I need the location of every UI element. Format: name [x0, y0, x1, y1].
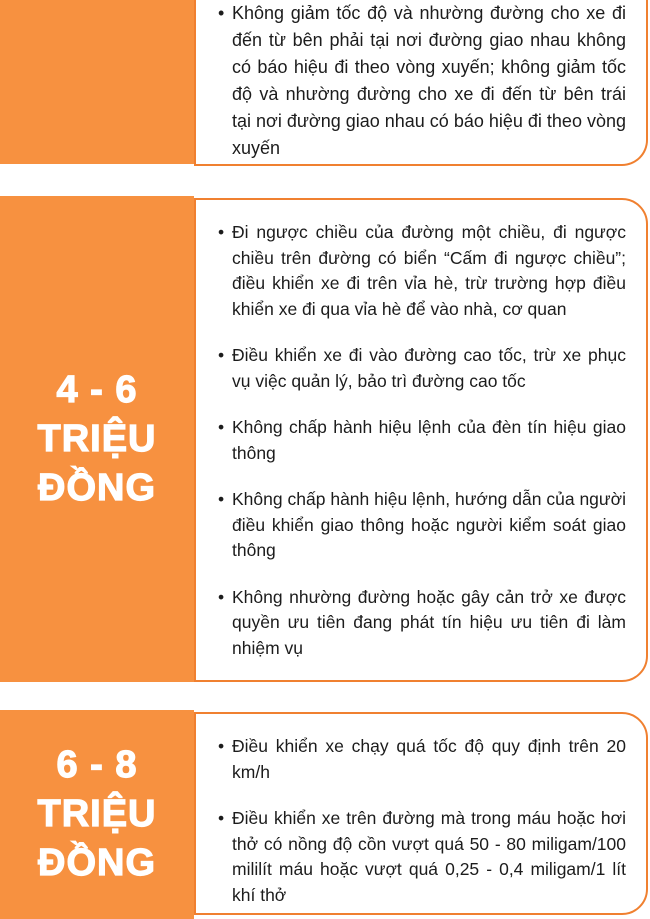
violation-item: • Không giảm tốc độ và nhường đường cho xe đi đến từ bên phải tại nơi đường giao nhau không có báo hiệu đi theo vòng xuyến; không giảm tốc độ và nhường đường cho xe đi đến từ bên trái tại nơi đường giao nhau có báo hiệu đi theo vòng xuyến: [232, 0, 626, 162]
fine-amount-line: ĐỒNG: [38, 842, 156, 884]
fine-amount-column-4-6: [0, 196, 194, 682]
fine-amount-line: ĐỒNG: [38, 466, 156, 509]
violation-item: • Không chấp hành hiệu lệnh của đèn tín hiệu giao thông: [232, 415, 626, 466]
violation-item: • Không chấp hành hiệu lệnh, hướng dẫn của người điều khiển giao thông hoặc người kiểm soát giao thông: [232, 487, 626, 564]
fine-amount-line: TRIỆU: [37, 793, 157, 835]
fine-amount-line: 6 - 8: [56, 744, 138, 786]
violations-box-partial: [194, 0, 648, 166]
violations-box-4-6: [194, 198, 648, 682]
violation-item: • Không nhường đường hoặc gây cản trở xe được quyền ưu tiên đang phát tín hiệu ưu tiên đi làm nhiệm vụ: [232, 585, 626, 662]
fine-amount-column-6-8: [0, 710, 194, 919]
violations-box-6-8: [194, 712, 648, 915]
violations-list: [196, 200, 646, 661]
fine-amount-line: TRIỆU: [37, 417, 157, 460]
fine-amount-column-partial: [0, 0, 194, 164]
violations-list: [196, 714, 646, 908]
violation-item: • Đi ngược chiều của đường một chiều, đi ngược chiều trên đường có biển “Cấm đi ngược chiều”; điều khiển xe đi trên vỉa hè, trừ trường hợp điều khiển xe đi qua vỉa hè để vào nhà, cơ quan: [232, 220, 626, 322]
fine-amount-line: 4 - 6: [56, 368, 138, 411]
violations-list: [196, 0, 646, 162]
violation-item: • Điều khiển xe trên đường mà trong máu hoặc hơi thở có nồng độ cồn vượt quá 50 - 80 miligam/100 mililít máu hoặc vượt quá 0,25 - 0,4 miligam/1 lít khí thở: [232, 806, 626, 908]
violation-item: • Điều khiển xe chạy quá tốc độ quy định trên 20 km/h: [232, 734, 626, 785]
violation-item: • Điều khiển xe đi vào đường cao tốc, trừ xe phục vụ việc quản lý, bảo trì đường cao tốc: [232, 343, 626, 394]
